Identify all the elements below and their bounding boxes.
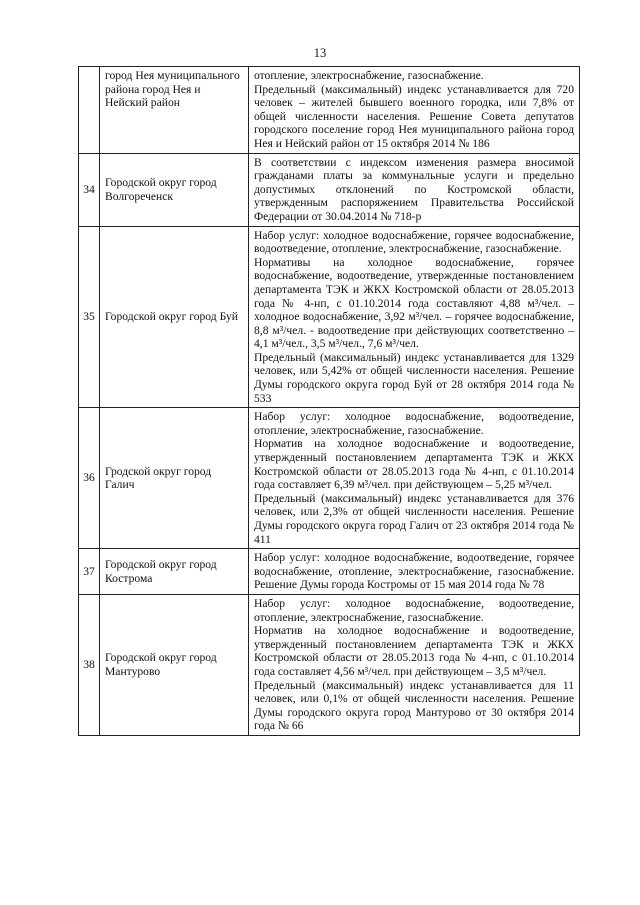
index-description <box>249 153 580 226</box>
description-paragraph: Набор услуг: холодное водоснабжение, горячее водоснабжение, водоотведение, отопление, электроснабжение, газоснабжение. <box>254 228 574 256</box>
table-body <box>79 67 580 736</box>
table-row <box>79 67 580 154</box>
description-paragraph: В соответствии с индексом изменения размера вносимой гражданами платы за коммунальные услуги и предельно допустимых отклонений по Костромской области, утвержденным распоряжением Правительства Российской Федерации от 30.04.2014 № 718-р <box>254 155 574 223</box>
description-paragraph: Набор услуг: холодное водоснабжение, водоотведение, отопление, электроснабжение, газоснабжение. <box>254 410 574 437</box>
municipality-name: город Нея муниципального района город Нея и Нейский район <box>100 67 249 154</box>
table-row <box>79 226 580 408</box>
description-paragraph: Норматив на холодное водоснабжение и водоотведение, утвержденный постановлением департамента ТЭК и ЖКХ Костромской области от 28.05.2013 года № 4-нп, с 01.10.2014 года составляет 4,56 м³/чел. при действующем – 3,5 м³/чел. <box>254 624 574 678</box>
row-number: 37 <box>79 549 100 595</box>
index-description <box>249 67 580 154</box>
description-paragraph: Предельный (максимальный) индекс устанавливается для 376 человек, или 2,3% от общей численности населения. Решение Думы городского округа город Галич от 23 октября 2014 года № 411 <box>254 491 574 546</box>
municipality-name: Городской округ город Волгореченск <box>100 153 249 226</box>
page-number: 13 <box>313 46 327 60</box>
municipality-name: Городской округ город Кострома <box>100 549 249 595</box>
municipal-index-table <box>78 66 580 736</box>
row-number: 35 <box>79 226 100 408</box>
index-description <box>249 226 580 408</box>
row-number: 34 <box>79 153 100 226</box>
description-paragraph: Предельный (максимальный) индекс устанавливается для 11 человек, или 0,1% от общей численности населения. Решение Думы городского округа город Мантурово от 30 октября 2014 года № 66 <box>254 678 574 733</box>
index-description <box>249 594 580 735</box>
row-number: 38 <box>79 594 100 735</box>
description-paragraph: Предельный (максимальный) индекс устанавливается для 1329 человек, или 5,42% от общей численности населения. Решение Думы городского округа город Буй от 28 октября 2014 года № 533 <box>254 350 574 405</box>
municipality-name: Гродской округ город Галич <box>100 408 249 549</box>
description-paragraph: Набор услуг: холодное водоснабжение, водоотведение, горячее водоснабжение, отопление, электроснабжение, газоснабжение. Решение Думы города Костромы от 15 мая 2014 года № 78 <box>254 551 574 592</box>
description-paragraph: Набор услуг: холодное водоснабжение, водоотведение, отопление, электроснабжение, газоснабжение. <box>254 596 574 624</box>
description-paragraph: отопление, электроснабжение, газоснабжение. <box>254 69 484 82</box>
table-row <box>79 594 580 735</box>
row-number: 36 <box>79 408 100 549</box>
index-description <box>249 408 580 549</box>
table-row <box>79 549 580 595</box>
description-paragraph: Предельный (максимальный) индекс устанавливается для 720 человек – жителей бывшего военного городка, или 7,8% от общей численности населения. Решение Совета депутатов городского поселение город Нея муниципального района город Нея и Нейский район от 15 октября 2014 № 186 <box>254 82 574 150</box>
description-paragraph: Нормативы на холодное водоснабжение, горячее водоснабжение, водоотведение, утвержденные постановлением департамента ТЭК и ЖКХ Костромской области от 28.05.2013 года № 4-нп, с 01.10.2014 года составляют 4,88 м³/чел. – холодное водоснабжение, 3,92 м³/чел. – горячее водоснабжение, 8,8 м³/чел. - водоотведение при действующих соответственно – 4,1 м³/чел., 3,5 м³/чел., 7,6 м³/чел. <box>254 255 574 351</box>
table-row <box>79 408 580 549</box>
municipality-name: Городской округ город Мантурово <box>100 594 249 735</box>
row-number <box>79 67 100 154</box>
municipality-name: Городской округ город Буй <box>100 226 249 408</box>
description-paragraph: Норматив на холодное водоснабжение и водоотведение, утвержденный постановлением департамента ТЭК и ЖКХ Костромской области от 28.05.2013 года № 4-нп, с 01.10.2014 года составляет 6,39 м³/чел. при действующем – 5,25 м³/чел. <box>254 437 574 492</box>
index-description <box>249 549 580 595</box>
table-row <box>79 153 580 226</box>
